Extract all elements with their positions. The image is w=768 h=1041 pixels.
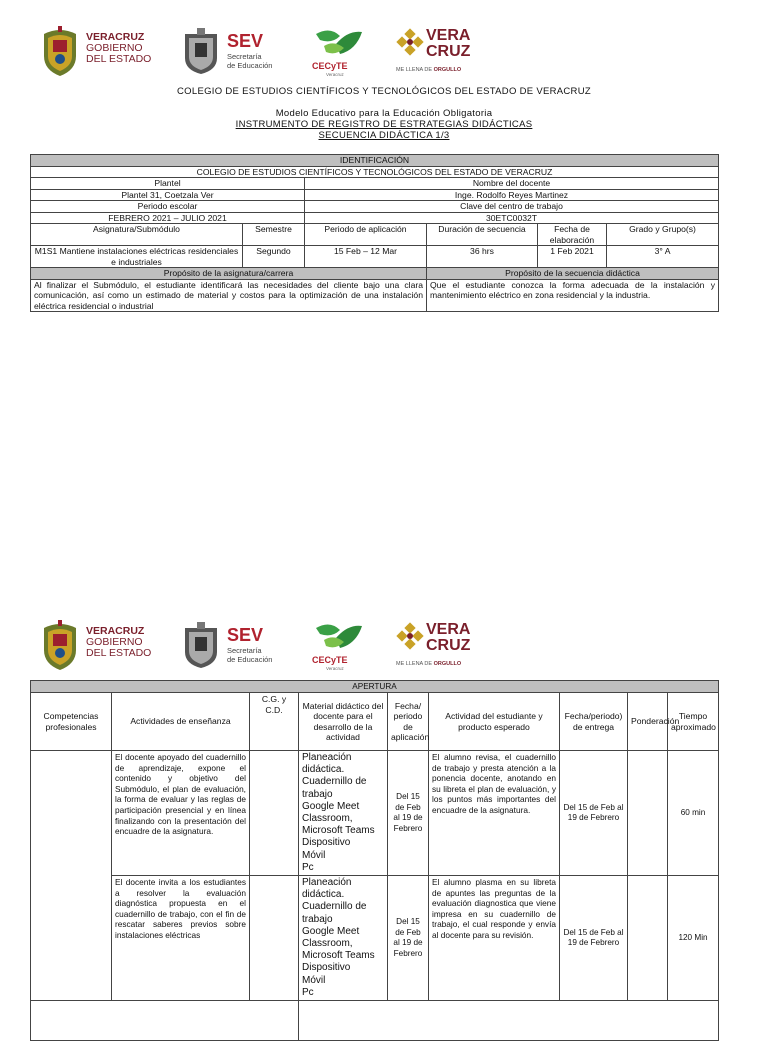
hdr-material: Material didáctico del docente para el desarrollo de la actividad [299,693,388,751]
cecyte-sub: Veracruz [326,72,344,77]
tagline-part-a: ME LLENA DE [396,67,434,73]
col-semestre: Semestre [243,224,305,246]
fecha-aplicacion: Del 15 de Feb al 19 de Febrero [388,876,429,1001]
sev-crest-icon [183,28,219,76]
tiempo: 60 min [668,751,719,876]
col-fecha-elaboracion: Fecha de elaboración [538,224,607,246]
instrument-title: INSTRUMENTO DE REGISTRO DE ESTRATEGIAS DIDÁCTICAS [235,119,533,130]
proposito-secuencia-text: Que el estudiante conozca la forma adecuada de la instalación y mantenimiento eléctrico en zona residencial y la industria. [427,279,719,312]
val-periodo-aplicacion: 15 Feb – 12 Mar [305,246,427,268]
veracruz-shield-icon [40,620,80,672]
veracruz-shield-icon [40,26,80,78]
cecyte-swoosh-icon [310,24,366,62]
model-title: Modelo Educativo para la Educación Obligatoria [275,108,493,119]
sev-line-1: Secretaría [227,646,262,655]
material-list [299,876,388,1001]
val-grado: 3° A [607,246,719,268]
cecyte-name: CECyTE [312,655,348,665]
vera-cruz-tagline [396,67,461,73]
tiempo: 120 Min [668,876,719,1001]
vera-cruz-pattern-icon [396,28,424,62]
hdr-fecha-entrega: Fecha/periodo) de entrega [560,693,628,751]
competencias-cell [31,751,112,1001]
cecyte-sub: Veracruz [326,666,344,671]
material-item: Móvil [302,974,326,986]
hdr-cg: C.G. y C.D. [250,693,299,751]
sev-acronym: SEV [227,31,264,51]
hdr-actividades: Actividades de enseñanza [112,693,250,751]
tagline-part-a: ME LLENA DE [396,661,434,667]
logo-line-3: DEL ESTADO [86,647,152,659]
material-item: Dispositivo [302,837,351,849]
actividad-estudiante: El alumno plasma en su libreta de apuntes las preguntas de la evaluación diagnostica que viene impresa en su cuadernillo de trabajo, el cual responde y envía al docente para su revisión. [429,876,560,1001]
table-row [31,876,719,1001]
document-titles [0,108,768,141]
material-item: Móvil [302,849,326,861]
val-asignatura: M1S1 Mantiene instalaciones eléctricas residenciales e industriales [31,246,243,268]
material-item: Cuadernillo de trabajo [302,901,367,925]
hdr-fecha: Fecha/ periodo de aplicación [388,693,429,751]
vera-cruz-line-1: VERA [426,621,471,638]
clave-value: 30ETC0032T [305,212,719,224]
periodo-value: FEBRERO 2021 – JULIO 2021 [31,212,305,224]
logo-row-bottom [0,618,768,678]
sequence-title: SECUENCIA DIDÁCTICA 1/3 [318,130,450,141]
val-duracion: 36 hrs [427,246,538,268]
empty-cell [299,1001,719,1041]
identification-table [30,154,719,312]
sev-line-2: de Educación [227,655,273,664]
clave-label: Clave del centro de trabajo [305,201,719,213]
docente-label: Nombre del docente [305,178,719,190]
plantel-label: Plantel [31,178,305,190]
sev-line-1: Secretaría [227,52,262,61]
val-semestre: Segundo [243,246,305,268]
periodo-label: Periodo escolar [31,201,305,213]
actividad-ensenanza: El docente apoyado del cuadernillo de aprendizaje, expone el contenido y objetivo del Submódulo, el plan de evaluación, la forma de evaluar y las reglas de participación presencial y en línea finalizando con la presentación del encuadre de la asignatura. [112,751,250,876]
material-item: Google Meet [302,925,360,937]
ponderacion [628,751,668,876]
material-item: Pc [302,986,314,998]
table-row [31,751,719,876]
hdr-tiempo: Tiempo aproximado [668,693,719,751]
cg-cell [250,751,299,876]
vera-cruz-pattern-icon [396,622,424,656]
material-item: Google Meet [302,800,360,812]
identification-title: IDENTIFICACIÓN [31,155,719,167]
proposito-asignatura-text: Al finalizar el Submódulo, el estudiante identificará las necesidades del cliente bajo una clara comunicación, así como un estimado de material y costos para la optimización de una instalación eléctrica residencial o industrial [31,279,427,312]
fecha-entrega: Del 15 de Feb al 19 de Febrero [560,751,628,876]
identification-institution: COLEGIO DE ESTUDIOS CIENTÍFICOS Y TECNOLÓGICOS DEL ESTADO DE VERACRUZ [31,166,719,178]
vera-cruz-line-2: CRUZ [426,43,471,60]
apertura-title: APERTURA [31,681,719,693]
vera-cruz-line-2: CRUZ [426,637,471,654]
vera-cruz-line-1: VERA [426,27,471,44]
col-asignatura: Asignatura/Submódulo [31,224,243,246]
cg-cell [250,876,299,1001]
logo-line-2: GOBIERNO [86,42,143,54]
material-item: Microsoft Teams [302,950,375,962]
val-fecha-elaboracion: 1 Feb 2021 [538,246,607,268]
tagline-part-b: ORGULLO [433,67,462,73]
plantel-value: Plantel 31, Coetzala Ver [31,189,305,201]
tagline-part-b: ORGULLO [433,661,462,667]
logo-line-3: DEL ESTADO [86,53,152,65]
material-item: Pc [302,861,314,873]
empty-cell [31,1001,299,1041]
docente-value: Inge. Rodolfo Reyes Martinez [305,189,719,201]
institution-name: COLEGIO DE ESTUDIOS CIENTÍFICOS Y TECNOLÓGICOS DEL ESTADO DE VERACRUZ [177,86,591,97]
col-duracion: Duración de secuencia [427,224,538,246]
cecyte-name: CECyTE [312,61,348,71]
ponderacion [628,876,668,1001]
material-item: Cuadernillo de trabajo [302,776,367,800]
logo-line-2: GOBIERNO [86,636,143,648]
hdr-ponderacion: Ponderación [628,693,668,751]
col-periodo-aplicacion: Periodo de aplicación [305,224,427,246]
logo-line-1: VERACRUZ [86,625,145,637]
hdr-actividad-estudiante: Actividad del estudiante y producto esperado [429,693,560,751]
material-item: Microsoft Teams [302,825,375,837]
hdr-competencias: Competencias profesionales [31,693,112,751]
cecyte-swoosh-icon [310,618,366,656]
material-item: Planeación didáctica. [302,877,352,901]
table-row-empty [31,1001,719,1041]
vera-cruz-tagline [396,661,461,667]
material-item: Classroom, [302,813,353,825]
sev-line-2: de Educación [227,61,273,70]
material-item: Dispositivo [302,962,351,974]
proposito-asignatura-label: Propósito de la asignatura/carrera [31,268,427,280]
material-item: Classroom, [302,938,353,950]
fecha-aplicacion: Del 15 de Feb al 19 de Febrero [388,751,429,876]
logo-line-1: VERACRUZ [86,31,145,43]
sev-crest-icon [183,622,219,670]
proposito-secuencia-label: Propósito de la secuencia didáctica [427,268,719,280]
fecha-entrega: Del 15 de Feb al 19 de Febrero [560,876,628,1001]
material-item: Planeación didáctica. [302,752,352,776]
sev-acronym: SEV [227,625,264,645]
col-grado: Grado y Grupo(s) [607,224,719,246]
actividad-estudiante: El alumno revisa, el cuadernillo de trabajo y presta atención a la ponencia docente, anotando en su libreta el plan de evaluación, y los puntos más importantes del encuadre de la asignatura. [429,751,560,876]
material-list [299,751,388,876]
actividad-ensenanza: El docente invita a los estudiantes a resolver la evaluación diagnóstica propuesta en el cuadernillo de trabajo, con el fin de rescatar saberes previos sobre instalaciones eléctricas [112,876,250,1001]
apertura-table [30,680,719,1041]
institution-heading [0,86,768,97]
logo-row-top [0,24,768,84]
